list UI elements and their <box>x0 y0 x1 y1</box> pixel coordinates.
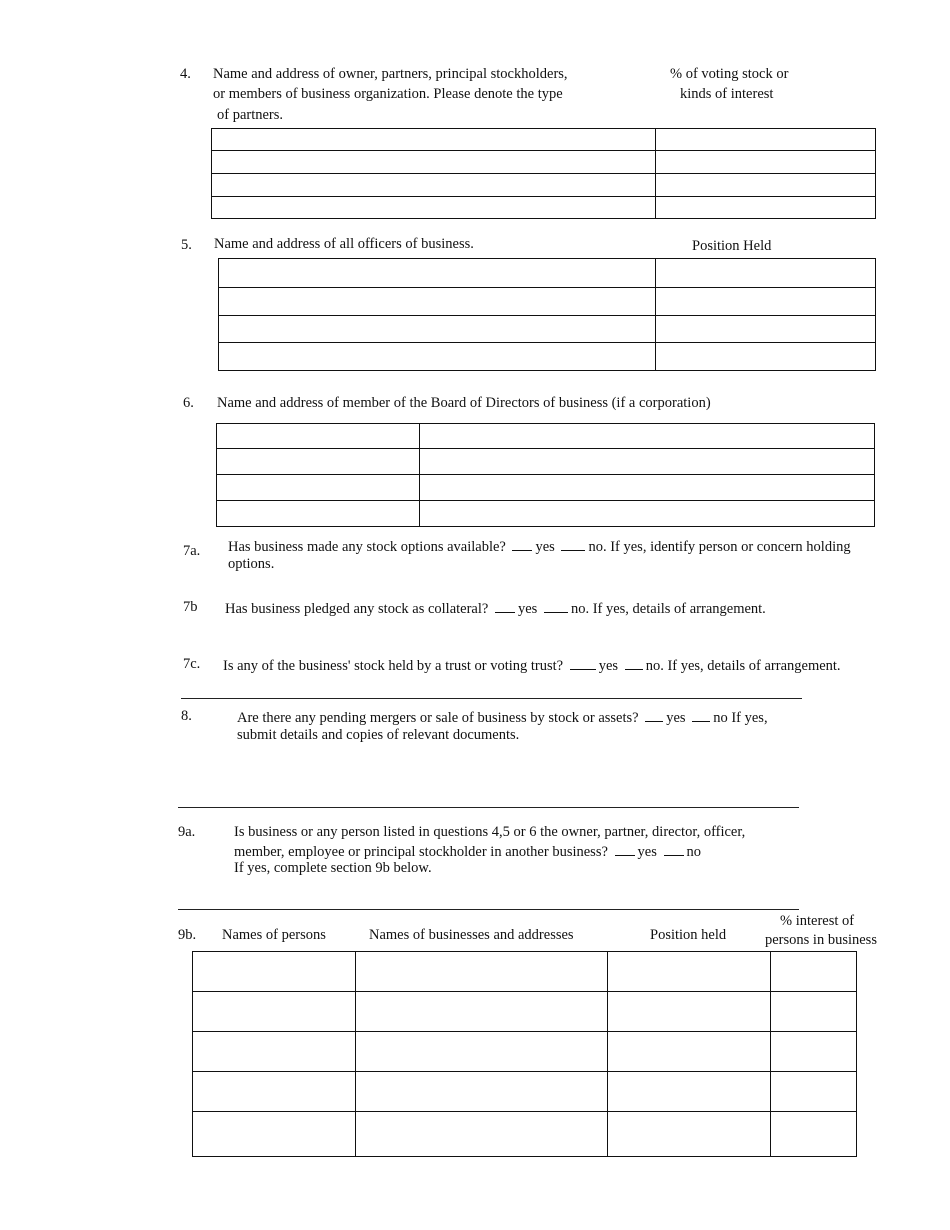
q9a-text-line1: Is business or any person listed in questions 4,5 or 6 the owner, partner, director, officer, <box>234 824 746 840</box>
q9a-yes-blank[interactable] <box>615 842 635 856</box>
q7c-followup: no. If yes, details of arrangement. <box>645 658 841 674</box>
position-cell[interactable] <box>608 1032 771 1072</box>
q9a-question: member, employee or principal stockholder in another business? <box>234 844 608 860</box>
q6-directors-table <box>216 423 875 527</box>
q7b-yes-blank[interactable] <box>495 599 515 613</box>
q7a-followup: no. If yes, identify person or concern holding <box>588 539 851 555</box>
q9b-header-businesses: Names of businesses and addresses <box>369 927 574 943</box>
q7a-text <box>228 537 851 556</box>
divider <box>181 698 802 699</box>
q9b-other-business-table <box>192 951 857 1157</box>
divider <box>178 909 799 910</box>
person-cell[interactable] <box>193 952 356 992</box>
business-cell[interactable] <box>356 1072 608 1112</box>
person-cell[interactable] <box>193 1032 356 1072</box>
q7b-followup: no. If yes, details of arrangement. <box>570 601 766 617</box>
q7c-text <box>223 656 841 675</box>
business-cell[interactable] <box>356 1032 608 1072</box>
business-cell[interactable] <box>356 992 608 1032</box>
q4-col-header-line1: % of voting stock or <box>670 66 789 82</box>
position-cell[interactable] <box>608 952 771 992</box>
q7c-yes-blank[interactable] <box>570 656 596 670</box>
q7a-no-blank[interactable] <box>561 537 585 551</box>
yes-label: yes <box>517 601 538 617</box>
q7a-text-line2: options. <box>228 556 275 572</box>
q9b-header-position: Position held <box>650 927 727 943</box>
interest-cell[interactable] <box>771 952 857 992</box>
officer-position-cell[interactable] <box>656 316 876 343</box>
director-address-cell[interactable] <box>420 449 875 475</box>
yes-label: yes <box>535 539 555 555</box>
q7c-number: 7c. <box>183 656 201 672</box>
q5-col-header: Position Held <box>692 238 772 254</box>
owner-interest-cell[interactable] <box>656 129 876 151</box>
interest-cell[interactable] <box>771 1032 857 1072</box>
officer-position-cell[interactable] <box>656 288 876 316</box>
owner-interest-cell[interactable] <box>656 174 876 197</box>
q9b-number: 9b. <box>178 927 197 943</box>
no-label: no <box>686 844 701 860</box>
interest-cell[interactable] <box>771 992 857 1032</box>
director-address-cell[interactable] <box>420 475 875 501</box>
business-cell[interactable] <box>356 1112 608 1157</box>
director-cell[interactable] <box>217 475 420 501</box>
q4-text-line1: Name and address of owner, partners, principal stockholders, <box>213 66 568 82</box>
officer-name-cell[interactable] <box>219 288 656 316</box>
business-cell[interactable] <box>356 952 608 992</box>
person-cell[interactable] <box>193 992 356 1032</box>
officer-name-cell[interactable] <box>219 316 656 343</box>
q8-yes-blank[interactable] <box>645 708 663 722</box>
q4-text-line2: or members of business organization. Please denote the type <box>213 86 563 102</box>
q7b-no-blank[interactable] <box>544 599 568 613</box>
officer-position-cell[interactable] <box>656 343 876 371</box>
divider <box>178 807 799 808</box>
q5-number: 5. <box>181 237 192 253</box>
position-cell[interactable] <box>608 1112 771 1157</box>
q4-text-line3: of partners. <box>217 107 284 123</box>
officer-name-cell[interactable] <box>219 343 656 371</box>
q9a-no-blank[interactable] <box>664 842 684 856</box>
person-cell[interactable] <box>193 1112 356 1157</box>
q9b-header-persons: Names of persons <box>222 927 326 943</box>
q9a-number: 9a. <box>178 824 196 840</box>
officer-position-cell[interactable] <box>656 259 876 288</box>
q8-text-line2: submit details and copies of relevant documents. <box>237 727 520 743</box>
yes-label: yes <box>666 710 686 726</box>
q4-owners-table <box>211 128 876 219</box>
q8-number: 8. <box>181 708 192 724</box>
q9a-text-line3: If yes, complete section 9b below. <box>234 860 432 876</box>
position-cell[interactable] <box>608 992 771 1032</box>
q4-col-header-line2: kinds of interest <box>680 86 774 102</box>
owner-interest-cell[interactable] <box>656 197 876 219</box>
q7a-number: 7a. <box>183 543 201 559</box>
owner-name-cell[interactable] <box>212 174 656 197</box>
interest-cell[interactable] <box>771 1112 857 1157</box>
q7b-question: Has business pledged any stock as collateral? <box>225 601 489 617</box>
director-cell[interactable] <box>217 424 420 449</box>
q8-text <box>237 708 768 727</box>
q8-followup: no If yes, <box>713 710 768 726</box>
yes-label: yes <box>598 658 619 674</box>
q6-text: Name and address of member of the Board of Directors of business (if a corporation) <box>217 395 711 411</box>
q7c-question: Is any of the business' stock held by a trust or voting trust? <box>223 658 564 674</box>
q8-no-blank[interactable] <box>692 708 710 722</box>
director-cell[interactable] <box>217 449 420 475</box>
interest-cell[interactable] <box>771 1072 857 1112</box>
q7a-question: Has business made any stock options available? <box>228 539 506 555</box>
q7a-yes-blank[interactable] <box>512 537 532 551</box>
officer-name-cell[interactable] <box>219 259 656 288</box>
q8-question: Are there any pending mergers or sale of business by stock or assets? <box>237 710 639 726</box>
director-cell[interactable] <box>217 501 420 527</box>
owner-name-cell[interactable] <box>212 129 656 151</box>
owner-interest-cell[interactable] <box>656 151 876 174</box>
q5-officers-table <box>218 258 876 371</box>
q5-text: Name and address of all officers of business. <box>214 236 474 252</box>
director-address-cell[interactable] <box>420 501 875 527</box>
q9b-header-interest-line1: % interest of <box>780 913 855 929</box>
owner-name-cell[interactable] <box>212 151 656 174</box>
q4-number: 4. <box>180 66 191 82</box>
person-cell[interactable] <box>193 1072 356 1112</box>
position-cell[interactable] <box>608 1072 771 1112</box>
q7b-number: 7b <box>183 599 198 615</box>
q7c-no-blank[interactable] <box>625 656 643 670</box>
q7b-text <box>225 599 766 618</box>
owner-name-cell[interactable] <box>212 197 656 219</box>
director-address-cell[interactable] <box>420 424 875 449</box>
q6-number: 6. <box>183 395 194 411</box>
yes-label: yes <box>637 844 657 860</box>
q9b-header-interest-line2: persons in business <box>765 932 877 948</box>
